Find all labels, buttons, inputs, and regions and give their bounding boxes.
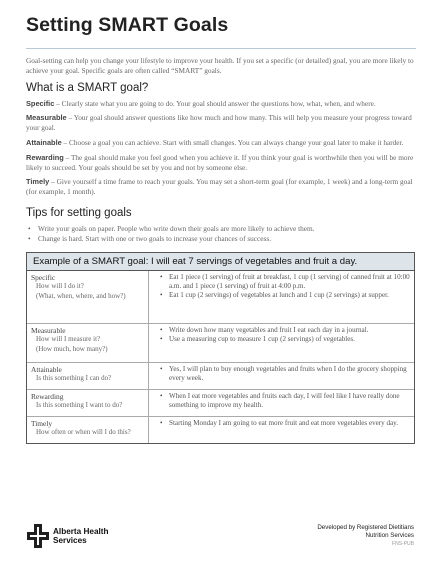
definition-text: – Give yourself a time frame to reach your goals. You may set a short-term goal (for example, 1 week) and a long-term goal (for example, 1 month). — [26, 177, 413, 197]
row-detail-cell — [149, 390, 414, 416]
definition-text: – Your goal should answer questions like how much and how many. This will help you measure your progress toward your goal. — [26, 113, 412, 133]
row-label: Measurable — [31, 325, 66, 335]
tips-heading: Tips for setting goals — [26, 206, 132, 219]
definition-term: Rewarding — [26, 152, 64, 162]
document-code: FNS-PUB — [392, 541, 414, 547]
health-cross-icon — [27, 524, 49, 548]
row-question: How will I do it? — [36, 282, 84, 291]
table-row — [27, 390, 414, 417]
developed-line: Developed by Registered Dietitians — [317, 524, 414, 531]
definition-term: Specific — [26, 98, 55, 108]
list-item: • Write your goals on paper. People who write down their goals are more likely to achieve them. — [26, 224, 416, 234]
row-question: (How much, how many?) — [36, 344, 108, 353]
definition-measurable — [26, 113, 416, 133]
what-heading: What is a SMART goal? — [26, 81, 149, 94]
table-row — [27, 324, 414, 363]
row-label-cell — [27, 417, 149, 443]
list-item: • Use a measuring cup to measure 1 cup (2 servings) of vegetables. — [149, 335, 410, 344]
row-detail-cell — [149, 271, 414, 323]
row-label-cell — [27, 390, 149, 416]
alberta-health-services-logo — [27, 524, 109, 548]
page-title: Setting SMART Goals — [26, 14, 229, 36]
example-heading: Example of a SMART goal: I will eat 7 servings of vegetables and fruit a day. — [27, 253, 414, 271]
table-row — [27, 363, 414, 390]
definition-term: Attainable — [26, 137, 62, 147]
page — [26, 14, 416, 444]
row-label: Attainable — [31, 364, 62, 374]
row-question: How often or when will I do this? — [36, 428, 131, 437]
list-item: • Write down how many vegetables and fruit I eat each day in a journal. — [149, 326, 410, 335]
row-detail-cell — [149, 417, 414, 443]
row-detail-cell — [149, 363, 414, 389]
table-row — [27, 271, 414, 324]
definition-specific — [26, 99, 416, 109]
row-detail-cell — [149, 324, 414, 362]
logo-text — [53, 527, 109, 545]
list-item: • Change is hard. Start with one or two goals to increase your chances of success. — [26, 234, 416, 244]
definition-text: – Choose a goal you can achieve. Start with small changes. You can always change your goal later to make it harder. — [61, 137, 404, 147]
list-item: • Eat 1 cup (2 servings) of vegetables at lunch and 1 cup (2 servings) at supper. — [149, 291, 410, 300]
developed-line: Nutrition Services — [365, 532, 414, 539]
definition-text: – Clearly state what you are going to do. Your goal should answer the questions how, what, when, and where. — [54, 98, 376, 108]
table-row — [27, 417, 414, 443]
list-item: • Yes, I will plan to buy enough vegetables and fruits when I do the grocery shopping every week. — [149, 365, 410, 383]
developed-by — [317, 524, 414, 548]
logo-line: Services — [53, 536, 87, 545]
row-label-cell — [27, 271, 149, 323]
tips-list — [26, 224, 416, 244]
title-divider — [26, 48, 416, 49]
row-label-cell — [27, 363, 149, 389]
row-label: Specific — [31, 272, 56, 282]
row-label-cell — [27, 324, 149, 362]
row-label: Timely — [31, 418, 53, 428]
row-question: Is this something I want to do? — [36, 401, 123, 410]
list-item: • When I eat more vegetables and fruits each day, I will feel like I have really done something to improve my health. — [149, 392, 410, 410]
definition-timely — [26, 177, 416, 197]
row-question: (What, when, where, and how?) — [36, 291, 126, 300]
example-table — [26, 252, 415, 444]
definition-text: – The goal should make you feel good when you achieve it. If you think your goal is worthwhile then you will be more likely to succeed. Your goals should be set by you and not by someone else. — [26, 152, 414, 172]
row-label: Rewarding — [31, 391, 64, 401]
footer — [0, 520, 440, 565]
intro-text: Goal-setting can help you change your lifestyle to improve your health. If you set a specific (or detailed) goal, you are more likely to achieve your goal. Specific goals are often called “SMART” goals. — [26, 56, 414, 75]
list-item: • Starting Monday I am going to eat more fruit and eat more vegetables every day. — [149, 419, 410, 428]
logo-line: Alberta Health — [53, 527, 109, 536]
row-question: Is this something I can do? — [36, 374, 112, 383]
definition-term: Timely — [26, 177, 50, 187]
definition-attainable — [26, 138, 416, 148]
definition-rewarding — [26, 153, 416, 173]
list-item: • Eat 1 piece (1 serving) of fruit at breakfast, 1 cup (1 serving) of canned fruit at 10:00 a.m. and 1 piece (1 serving) of fruit at 4:00 p.m. — [149, 273, 410, 291]
row-question: How will I measure it? — [36, 335, 101, 344]
definition-term: Measurable — [26, 113, 67, 123]
